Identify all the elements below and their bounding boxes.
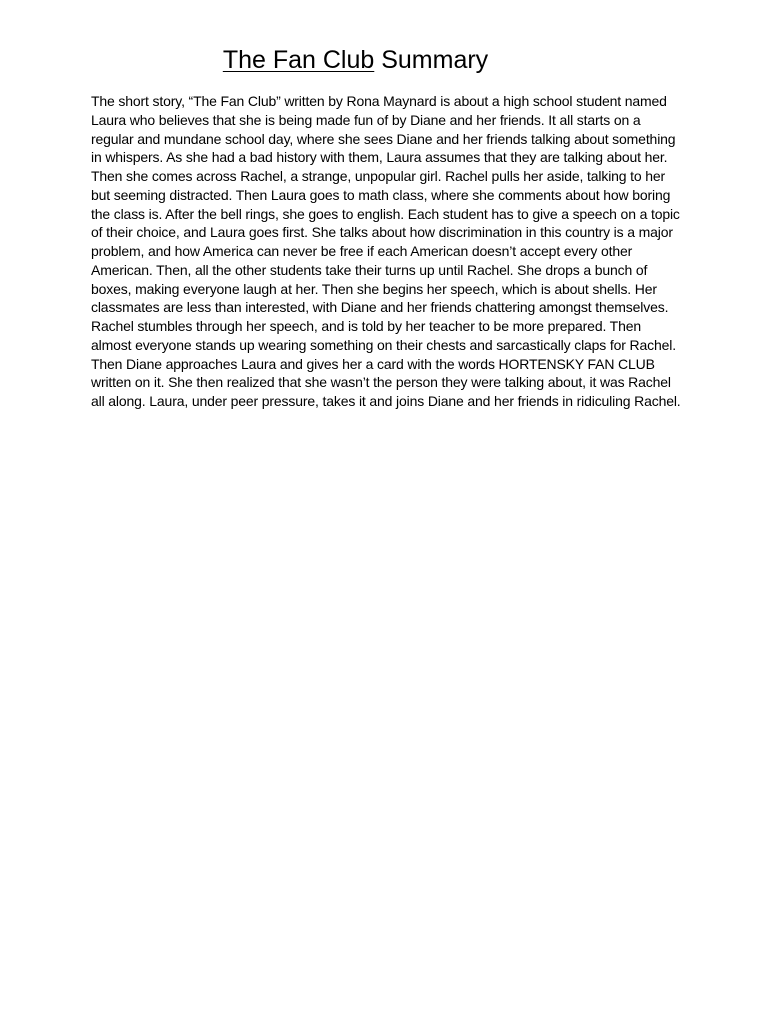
- summary-paragraph: The short story, “The Fan Club” written by Rona Maynard is about a high school student named Laura who believes that she is being made fun of by Diane and her friends. It all starts on a regular and mundane school day, where she sees Diane and her friends talking about something in whispers. As she had a bad history with them, Laura assumes that they are talking about her. Then she comes across Rachel, a strange, unpopular girl. Rachel pulls her aside, talking to her but seeming distracted. Then Laura goes to math class, where she comments about how boring the class is. After the bell rings, she goes to english. Each student has to give a speech on a topic of their choice, and Laura goes first. She talks about how discrimination in this country is a major problem, and how America can never be free if each American doesn’t accept every other American. Then, all the other students take their turns up until Rachel. She drops a bunch of boxes, making everyone laugh at her. Then she begins her speech, which is about shells. Her classmates are less than interested, with Diane and her friends chattering amongst themselves. Rachel stumbles through her speech, and is told by her teacher to be more prepared. Then almost everyone stands up wearing something on their chests and sarcastically claps for Rachel. Then Diane approaches Laura and gives her a card with the words HORTENSKY FAN CLUB written on it. She then realized that she wasn’t the person they were talking about, it was Rachel all along. Laura, under peer pressure, takes it and joins Diane and her friends in ridiculing Rachel.: [91, 93, 681, 409]
- document-title: [0, 44, 711, 76]
- title-rest-text: Summary: [374, 46, 489, 74]
- title-underlined-text: The Fan Club: [222, 46, 375, 74]
